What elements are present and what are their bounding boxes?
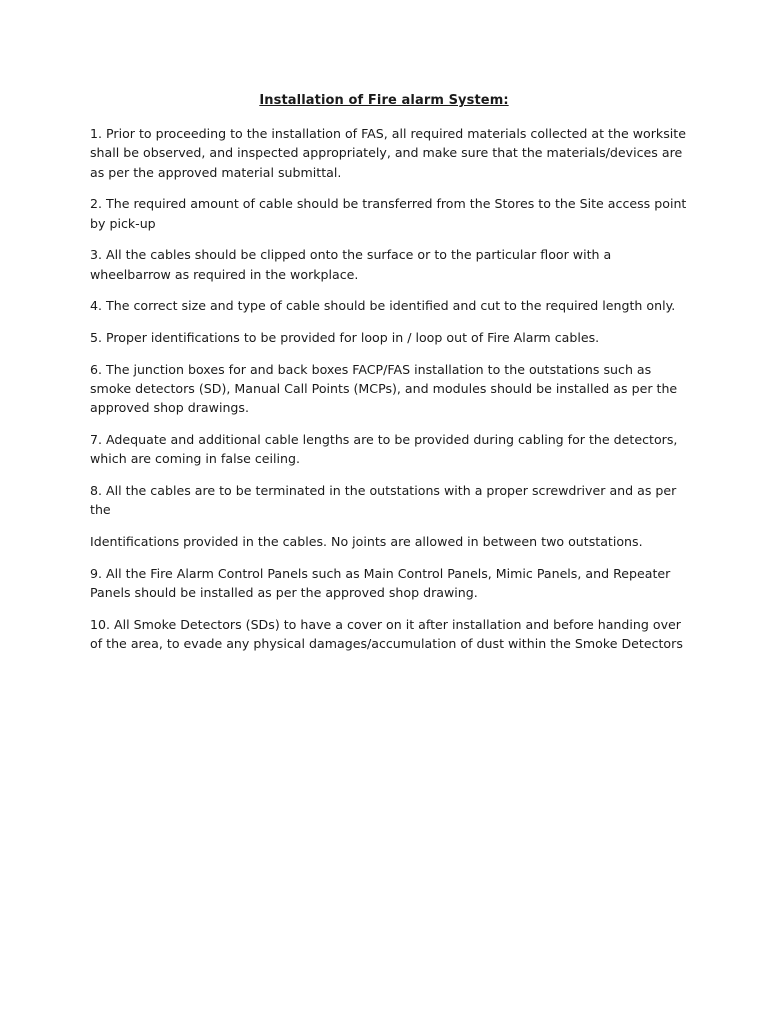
paragraph-10: 10. All Smoke Detectors (SDs) to have a cover on it after installation and before handing over of the area, to evade any physical damages/accumulation of dust within the Smoke Detectors: [90, 616, 683, 651]
paragraph-5: 5. Proper identifications to be provided for loop in / loop out of Fire Alarm cables.: [90, 330, 600, 345]
paragraph-7: 7. Adequate and additional cable lengths are to be provided during cabling for the detectors, which are coming in false ceiling.: [90, 432, 678, 467]
paragraph-3: 3. All the cables should be clipped onto the surface or to the particular floor with a wheelbarrow as required in the workplace.: [90, 247, 612, 282]
paragraph-4: 4. The correct size and type of cable should be identified and cut to the required length only.: [90, 298, 676, 314]
paragraph-9: 9. All the Fire Alarm Control Panels such as Main Control Panels, Mimic Panels, and Repeater Panels should be installed as per the approved shop drawing.: [90, 565, 671, 600]
paragraph-8-continued: Identifications provided in the cables. No joints are allowed in between two outstations.: [90, 534, 643, 549]
paragraph-1: 1. Prior to proceeding to the installation of FAS, all required materials collected at the worksite shall be observed, and inspected appropriately, and make sure that the materials/devices are as per the approved material submittal.: [90, 126, 686, 180]
paragraph-6: 6. The junction boxes for and back boxes FACP/FAS installation to the outstations such as smoke detectors (SD), Manual Call Points (MCPs), and modules should be installed as per the approved shop drawings.: [90, 361, 678, 416]
document-body: [90, 124, 690, 666]
document-title: Installation of Fire alarm System:: [259, 93, 509, 108]
paragraph-2: 2. The required amount of cable should be transferred from the Stores to the Site access point by pick-up: [90, 196, 687, 231]
paragraph-8: 8. All the cables are to be terminated in the outstations with a proper screwdriver and as per the: [90, 483, 677, 518]
